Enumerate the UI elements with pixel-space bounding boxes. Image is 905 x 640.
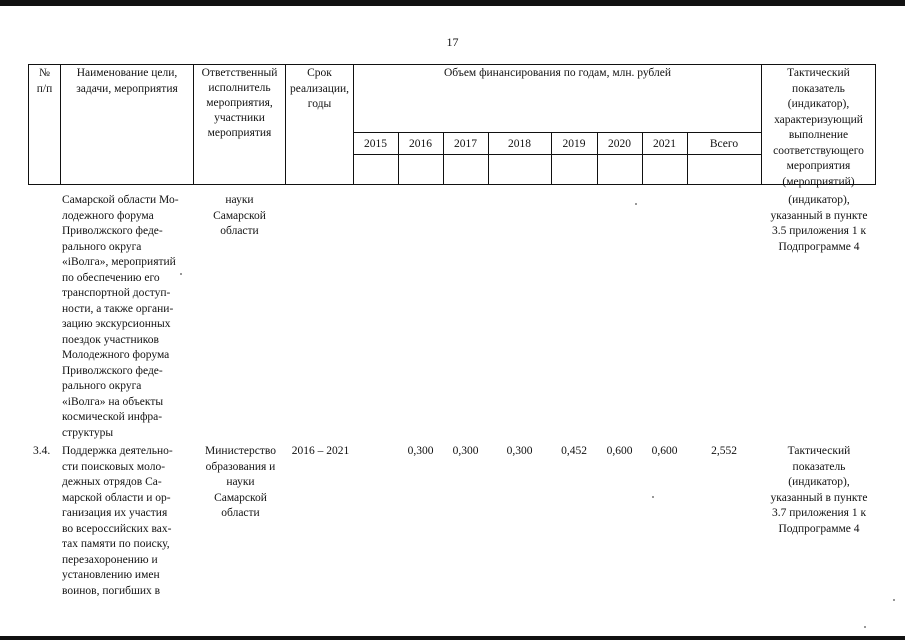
row2-value-2021: 0,600 <box>651 445 678 457</box>
scan-speck <box>864 626 866 628</box>
row2-value-2017: 0,300 <box>452 445 479 457</box>
row2-value-2019: 0,452 <box>561 445 587 457</box>
row2-value-2016: 0,300 <box>407 445 434 457</box>
row2-name: Поддержка деятельно- сти поисковых моло- дежных отрядов Са- марской области и ор- ганизация их участия во всероссийских вах- тах памяти по поиску, перезахоронению и установлению имен воинов, погибших в <box>62 445 173 597</box>
scan-speck <box>893 599 895 601</box>
year-2015: 2015 <box>364 138 387 150</box>
row1-executor: науки Самарской области <box>213 194 266 237</box>
row2-term: 2016 – 2021 <box>291 445 350 457</box>
year-2021: 2021 <box>653 138 676 150</box>
year-2017: 2017 <box>454 138 477 150</box>
header-executor: Ответственный исполнитель мероприятия, участники мероприятия <box>201 67 278 139</box>
header-name: Наименование цели, задачи, мероприятия <box>76 67 178 95</box>
row1-name: Самарской области Мо- лодежного форума Приволжского феде- рального округа «iВолга», мероприятий по обеспечению его транспортной доступ- ности, а также органи- зацию экскурсионных поездок участников Молодежного форума Приволжского феде- рального округа «iВолга» на объекты космической инфра- структуры <box>62 194 179 439</box>
header-bottom-border <box>28 184 876 185</box>
year-2018: 2018 <box>508 138 531 150</box>
border-right <box>875 64 876 185</box>
row2-value-total: 2,552 <box>711 445 737 457</box>
scan-edge-top <box>0 0 905 6</box>
page-number: 17 <box>446 35 459 49</box>
scan-edge-bottom <box>0 636 905 640</box>
row2-executor: Министерство образования и науки Самарской области <box>205 445 276 519</box>
header-funding: Объем финансирования по годам, млн. рублей <box>444 67 671 79</box>
border-col4 <box>353 64 354 185</box>
years-divider <box>353 132 761 133</box>
row2-num: 3.4. <box>33 445 51 457</box>
year-2016: 2016 <box>409 138 432 150</box>
row1-indicator: (индикатор), указанный в пункте 3.5 приложения 1 к Подпрограмме 4 <box>770 194 868 253</box>
table-top-border <box>28 64 876 65</box>
year-2019: 2019 <box>562 138 586 150</box>
header-term: Срок реализации, годы <box>289 67 350 110</box>
header-num: № п/п <box>36 67 53 95</box>
scan-speck <box>652 496 654 498</box>
scan-speck <box>635 203 637 205</box>
row2-value-2020: 0,600 <box>606 445 633 457</box>
scan-speck <box>180 273 182 275</box>
years-bottom-border <box>353 154 761 155</box>
year-2020: 2020 <box>608 138 631 150</box>
year-total: Всего <box>709 138 739 150</box>
row2-indicator: Тактический показатель (индикатор), указанный в пункте 3.7 приложения 1 к Подпрограмме 4 <box>770 445 868 535</box>
row2-value-2018: 0,300 <box>506 445 533 457</box>
header-indicator: Тактический показатель (индикатор), характеризующий выполнение соответствующего мероприятия (мероприятий) <box>773 67 864 188</box>
